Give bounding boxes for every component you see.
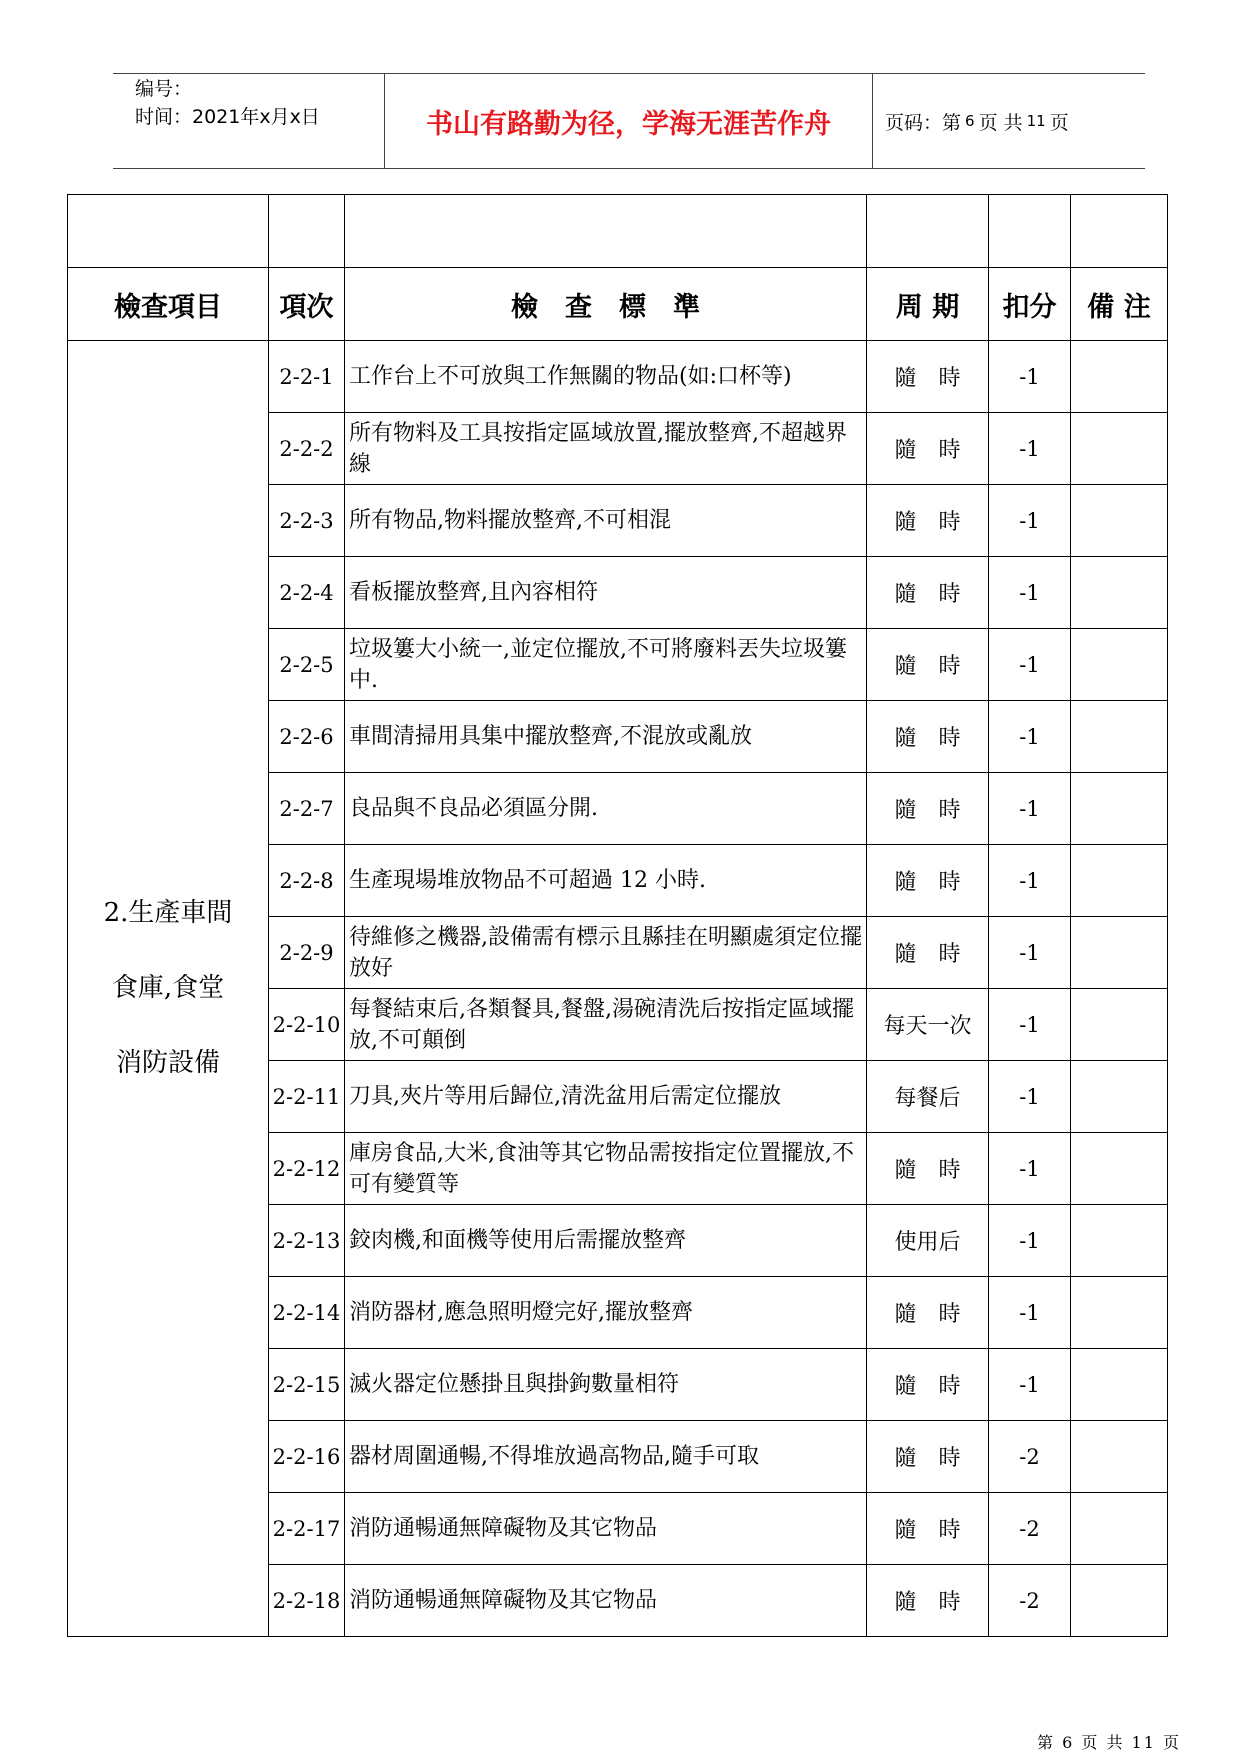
row-code: 2-2-17	[269, 1493, 345, 1565]
page-mid: 页 共	[978, 111, 1023, 134]
row-cycle: 隨 時	[867, 1421, 989, 1493]
row-remark	[1071, 1205, 1168, 1277]
table-blank-row	[68, 195, 1168, 268]
row-code: 2-2-2	[269, 413, 345, 485]
category-line: 消防設備	[115, 1048, 220, 1078]
page-current: 6	[965, 112, 975, 130]
row-standard: 每餐結束后,各類餐具,餐盤,湯碗清洗后按指定區域擺放,不可顛倒	[345, 989, 867, 1061]
row-code: 2-2-5	[269, 629, 345, 701]
page-prefix: 页码：第	[885, 111, 962, 134]
inspection-table	[67, 194, 1168, 1637]
row-cycle: 隨 時	[867, 1277, 989, 1349]
row-deduct: -1	[989, 1277, 1071, 1349]
header-deduct: 扣分	[989, 268, 1071, 341]
row-cycle: 隨 時	[867, 557, 989, 629]
row-code: 2-2-12	[269, 1133, 345, 1205]
row-code: 2-2-8	[269, 845, 345, 917]
row-remark	[1071, 485, 1168, 557]
row-remark	[1071, 845, 1168, 917]
row-deduct: -1	[989, 1133, 1071, 1205]
page-suffix: 页	[1049, 111, 1069, 134]
row-code: 2-2-13	[269, 1205, 345, 1277]
page-total: 11	[1026, 112, 1046, 130]
header-motto: 书山有路勤为径，学海无涯苦作舟	[384, 74, 873, 168]
row-remark	[1071, 557, 1168, 629]
row-cycle: 隨 時	[867, 773, 989, 845]
row-remark	[1071, 917, 1168, 989]
row-code: 2-2-10	[269, 989, 345, 1061]
row-standard: 器材周圍通暢,不得堆放過高物品,隨手可取	[345, 1421, 867, 1493]
category-line: 食庫,食堂	[111, 973, 225, 1003]
row-deduct: -1	[989, 1205, 1071, 1277]
row-deduct: -1	[989, 485, 1071, 557]
header-page-info	[871, 74, 1145, 168]
row-standard: 鉸肉機,和面機等使用后需擺放整齊	[345, 1205, 867, 1277]
row-deduct: -1	[989, 989, 1071, 1061]
row-remark	[1071, 773, 1168, 845]
row-standard: 良品與不良品必須區分開.	[345, 773, 867, 845]
row-cycle: 隨 時	[867, 701, 989, 773]
doc-date-label: 时间：2021年x月x日	[135, 106, 320, 128]
row-code: 2-2-7	[269, 773, 345, 845]
row-deduct: -1	[989, 701, 1071, 773]
row-deduct: -1	[989, 341, 1071, 413]
row-deduct: -2	[989, 1565, 1071, 1637]
row-standard: 看板擺放整齊,且內容相符	[345, 557, 867, 629]
row-standard: 消防通暢通無障礙物及其它物品	[345, 1493, 867, 1565]
row-code: 2-2-18	[269, 1565, 345, 1637]
row-standard: 待維修之機器,設備需有標示且縣挂在明顯處須定位擺放好	[345, 917, 867, 989]
row-deduct: -1	[989, 413, 1071, 485]
row-remark	[1071, 1133, 1168, 1205]
row-standard: 工作台上不可放與工作無關的物品(如:口杯等)	[345, 341, 867, 413]
row-cycle: 隨 時	[867, 341, 989, 413]
table-row	[68, 341, 1168, 413]
row-code: 2-2-4	[269, 557, 345, 629]
row-deduct: -2	[989, 1421, 1071, 1493]
row-remark	[1071, 1349, 1168, 1421]
header-standard: 檢 查 標 準	[345, 268, 867, 341]
row-deduct: -1	[989, 1061, 1071, 1133]
table-header-row	[68, 268, 1168, 341]
category-line: 2.生產車間	[103, 898, 233, 928]
header-cycle: 周 期	[867, 268, 989, 341]
row-remark	[1071, 1421, 1168, 1493]
row-cycle: 每餐后	[867, 1061, 989, 1133]
row-remark	[1071, 413, 1168, 485]
row-code: 2-2-3	[269, 485, 345, 557]
row-standard: 消防器材,應急照明燈完好,擺放整齊	[345, 1277, 867, 1349]
category-cell	[68, 341, 269, 1637]
row-standard: 消防通暢通無障礙物及其它物品	[345, 1565, 867, 1637]
row-cycle: 隨 時	[867, 1493, 989, 1565]
row-code: 2-2-1	[269, 341, 345, 413]
header-item: 檢查項目	[68, 268, 269, 341]
row-deduct: -1	[989, 917, 1071, 989]
page-footer: 第 6 页 共 11 页	[1037, 1733, 1181, 1752]
row-deduct: -1	[989, 1349, 1071, 1421]
row-deduct: -1	[989, 629, 1071, 701]
row-remark	[1071, 629, 1168, 701]
row-deduct: -2	[989, 1493, 1071, 1565]
row-code: 2-2-15	[269, 1349, 345, 1421]
row-standard: 生產現場堆放物品不可超過 12 小時.	[345, 845, 867, 917]
row-cycle: 隨 時	[867, 485, 989, 557]
row-standard: 所有物料及工具按指定區域放置,擺放整齊,不超越界線	[345, 413, 867, 485]
row-cycle: 隨 時	[867, 917, 989, 989]
row-deduct: -1	[989, 773, 1071, 845]
row-standard: 庫房食品,大米,食油等其它物品需按指定位置擺放,不可有變質等	[345, 1133, 867, 1205]
row-standard: 垃圾簍大小統一,並定位擺放,不可將廢料丟失垃圾簍中.	[345, 629, 867, 701]
row-cycle: 隨 時	[867, 1565, 989, 1637]
row-remark	[1071, 1493, 1168, 1565]
row-code: 2-2-9	[269, 917, 345, 989]
row-remark	[1071, 989, 1168, 1061]
header-meta	[123, 74, 378, 168]
row-deduct: -1	[989, 557, 1071, 629]
row-code: 2-2-14	[269, 1277, 345, 1349]
row-cycle: 使用后	[867, 1205, 989, 1277]
header-remark: 備 注	[1071, 268, 1168, 341]
row-remark	[1071, 701, 1168, 773]
row-remark	[1071, 1565, 1168, 1637]
row-code: 2-2-6	[269, 701, 345, 773]
page-header	[113, 73, 1145, 169]
row-cycle: 每天一次	[867, 989, 989, 1061]
row-cycle: 隨 時	[867, 413, 989, 485]
row-remark	[1071, 1061, 1168, 1133]
row-remark	[1071, 1277, 1168, 1349]
row-code: 2-2-11	[269, 1061, 345, 1133]
row-standard: 車間清掃用具集中擺放整齊,不混放或亂放	[345, 701, 867, 773]
row-cycle: 隨 時	[867, 1349, 989, 1421]
row-remark	[1071, 341, 1168, 413]
row-standard: 滅火器定位懸掛且與掛鉤數量相符	[345, 1349, 867, 1421]
header-code: 項次	[269, 268, 345, 341]
doc-number-label: 编号：	[135, 78, 193, 100]
row-cycle: 隨 時	[867, 629, 989, 701]
row-cycle: 隨 時	[867, 845, 989, 917]
row-standard: 刀具,夾片等用后歸位,清洗盆用后需定位擺放	[345, 1061, 867, 1133]
row-code: 2-2-16	[269, 1421, 345, 1493]
row-cycle: 隨 時	[867, 1133, 989, 1205]
row-deduct: -1	[989, 845, 1071, 917]
row-standard: 所有物品,物料擺放整齊,不可相混	[345, 485, 867, 557]
